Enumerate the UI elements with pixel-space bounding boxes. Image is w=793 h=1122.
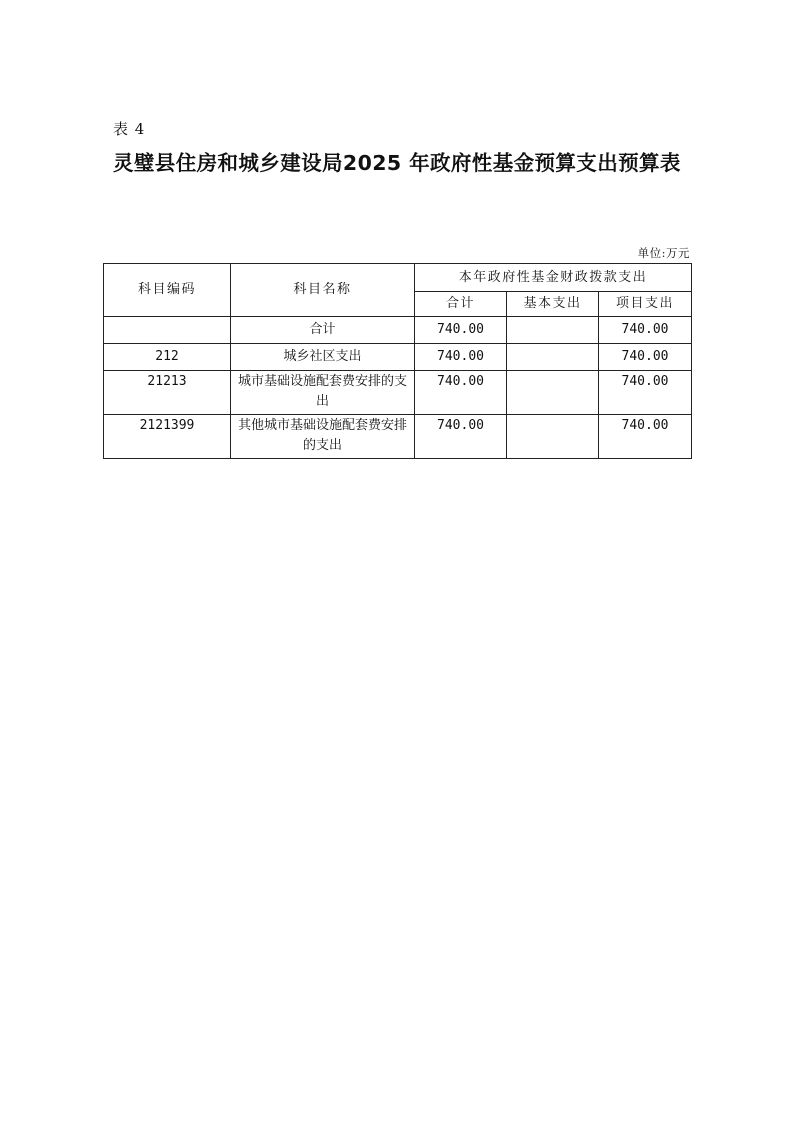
cell-name: 合计 — [231, 317, 415, 344]
cell-code: 212 — [104, 344, 231, 371]
cell-basic — [507, 415, 599, 459]
cell-project: 740.00 — [599, 344, 692, 371]
table-row — [104, 317, 692, 344]
cell-project: 740.00 — [599, 415, 692, 459]
budget-table — [103, 263, 692, 459]
page-title: 灵璧县住房和城乡建设局2025 年政府性基金预算支出预算表 — [113, 151, 681, 175]
table-row — [104, 344, 692, 371]
cell-project: 740.00 — [599, 317, 692, 344]
cell-total: 740.00 — [415, 415, 507, 459]
cell-code: 21213 — [104, 371, 231, 415]
cell-name: 城市基础设施配套费安排的支出 — [231, 371, 415, 415]
cell-total: 740.00 — [415, 371, 507, 415]
table-row — [104, 371, 692, 415]
cell-basic — [507, 317, 599, 344]
cell-name: 其他城市基础设施配套费安排的支出 — [231, 415, 415, 459]
cell-code — [104, 317, 231, 344]
header-group: 本年政府性基金财政拨款支出 — [415, 264, 692, 292]
cell-basic — [507, 344, 599, 371]
table-label: 表 4 — [113, 120, 146, 138]
header-name: 科目名称 — [231, 264, 415, 317]
header-basic: 基本支出 — [507, 292, 599, 317]
cell-basic — [507, 371, 599, 415]
cell-total: 740.00 — [415, 344, 507, 371]
header-code: 科目编码 — [104, 264, 231, 317]
cell-total: 740.00 — [415, 317, 507, 344]
header-total: 合计 — [415, 292, 507, 317]
table-row — [104, 415, 692, 459]
header-project: 项目支出 — [599, 292, 692, 317]
unit-label: 单位:万元 — [637, 246, 690, 260]
cell-code: 2121399 — [104, 415, 231, 459]
cell-project: 740.00 — [599, 371, 692, 415]
cell-name: 城乡社区支出 — [231, 344, 415, 371]
